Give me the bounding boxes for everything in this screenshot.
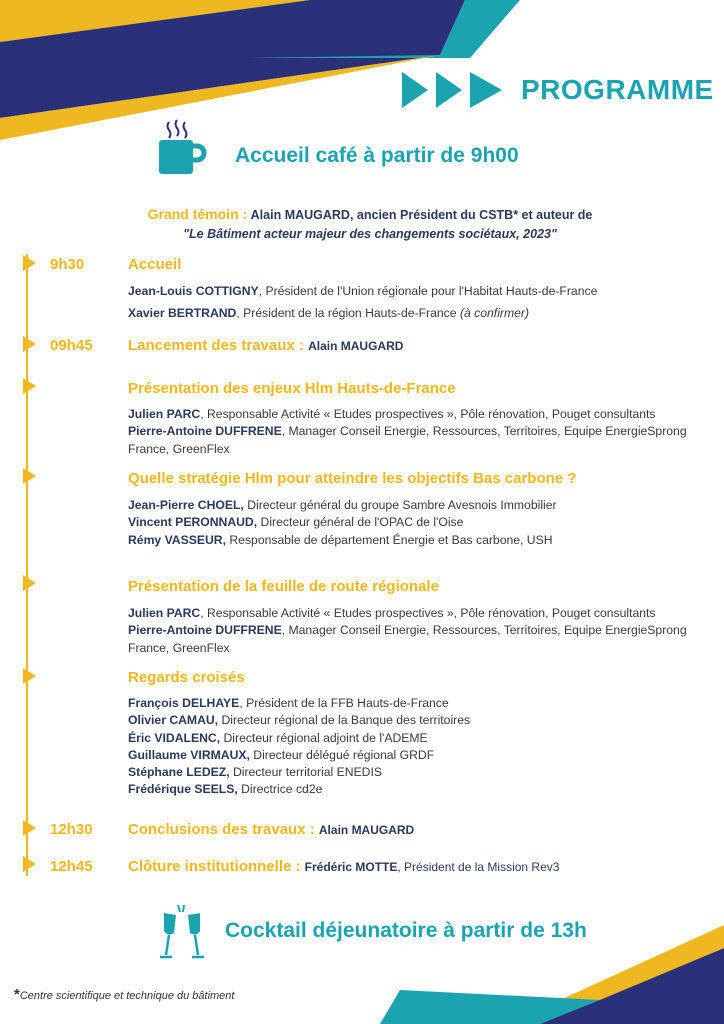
- timeline-marker: [23, 255, 36, 271]
- timeline-marker: [23, 336, 36, 352]
- session-speaker-role: , Président de la Mission Rev3: [397, 860, 560, 874]
- champagne-glasses-icon: [158, 903, 206, 967]
- session-title: Présentation des enjeux Hlm Hauts-de-France: [128, 380, 456, 397]
- session-speaker: Alain MAUGARD: [308, 339, 404, 353]
- session-title: Regards croisés: [128, 669, 245, 686]
- list-item: Olivier CAMAU, Directeur régional de la Banque des territoires: [128, 713, 471, 728]
- session-speaker: Frédéric MOTTE: [304, 860, 398, 874]
- list-item: Pierre-Antoine DUFFRENE, Manager Conseil Energie, Ressources, Territoires, Equipe EnergieSprong France, GreenFlex: [128, 424, 687, 456]
- grand-temoin-desc: , ancien Président du CSTB* et auteur de: [349, 208, 593, 222]
- page-title: PROGRAMME: [521, 74, 714, 105]
- session-title: Clôture institutionnelle : Frédéric MOTTE, Président de la Mission Rev3: [128, 858, 560, 875]
- list-item: Jean-Louis COTTIGNY, Président de l'Union régionale pour l'Habitat Hauts-de-France: [128, 284, 598, 298]
- session-people: [128, 695, 708, 799]
- session-time: 12h45: [50, 858, 93, 875]
- session-people: [128, 406, 708, 458]
- list-item: Éric VIDALENC, Directeur régional adjoint de l'ADEME: [128, 730, 428, 745]
- session-title: Conclusions des travaux : Alain MAUGARD: [128, 821, 415, 838]
- timeline-marker: [23, 820, 36, 836]
- cocktail-heading: Cocktail déjeunatoire à partir de 13h: [225, 919, 587, 942]
- accueil-cafe-heading: Accueil café à partir de 9h00: [235, 144, 519, 167]
- footnote-text: Centre scientifique et technique du bâtiment: [19, 990, 235, 1002]
- timeline-marker: [23, 468, 36, 484]
- session-people: [128, 605, 708, 657]
- list-item: Guillaume VIRMAUX, Directeur délégué régional GRDF: [128, 747, 435, 762]
- session-time: 12h30: [50, 821, 93, 838]
- grand-temoin-book: "Le Bâtiment acteur majeur des changements sociétaux, 2023": [183, 227, 557, 241]
- timeline-marker: [23, 856, 36, 872]
- session-speaker: Alain MAUGARD: [318, 823, 415, 837]
- list-item: Julien PARC, Responsable Activité « Etudes prospectives », Pôle rénovation, Pouget consultants: [128, 407, 656, 421]
- session-people: [128, 497, 708, 549]
- grand-temoin-name: Alain MAUGARD: [250, 208, 350, 222]
- list-item: Stéphane LEDEZ, Directeur territorial ENEDIS: [128, 765, 382, 780]
- list-item: Julien PARC, Responsable Activité « Etudes prospectives », Pôle rénovation, Pouget consultants: [128, 606, 656, 620]
- session-time: 9h30: [50, 256, 85, 273]
- list-item: Jean-Pierre CHOEL, Directeur général du groupe Sambre Avesnois Immobilier: [128, 498, 557, 512]
- coffee-cup-icon: [157, 118, 207, 176]
- footnote-star: *: [14, 986, 20, 1003]
- session-title: Lancement des travaux : Alain MAUGARD: [128, 337, 404, 354]
- list-item: Xavier BERTRAND, Président de la région Hauts-de-France (à confirmer): [128, 306, 530, 321]
- list-item: Rémy VASSEUR, Responsable de département Énergie et Bas carbone, USH: [128, 532, 553, 547]
- session-title: Présentation de la feuille de route régionale: [128, 578, 439, 595]
- session-title: Accueil: [128, 256, 182, 273]
- timeline-marker: [23, 378, 36, 394]
- list-item: Frédérique SEELS, Directrice cd2e: [128, 782, 323, 797]
- grand-temoin: [50, 205, 690, 244]
- timeline-marker: [23, 575, 36, 591]
- triple-arrow-icon: [402, 70, 512, 110]
- list-item: Pierre-Antoine DUFFRENE, Manager Conseil Energie, Ressources, Territoires, Equipe EnergieSprong France, GreenFlex: [128, 623, 687, 655]
- list-item: Vincent PERONNAUD, Directeur général de l'OPAC de l'Oise: [128, 515, 464, 530]
- session-people: [128, 283, 708, 323]
- session-title: Quelle stratégie Hlm pour atteindre les objectifs Bas carbone ?: [128, 470, 577, 487]
- list-item: François DELHAYE, Président de la FFB Hauts-de-France: [128, 696, 449, 710]
- footnote: [14, 986, 234, 1003]
- timeline-marker: [23, 668, 36, 684]
- grand-temoin-label: Grand témoin :: [147, 206, 248, 222]
- session-time: 09h45: [50, 337, 93, 354]
